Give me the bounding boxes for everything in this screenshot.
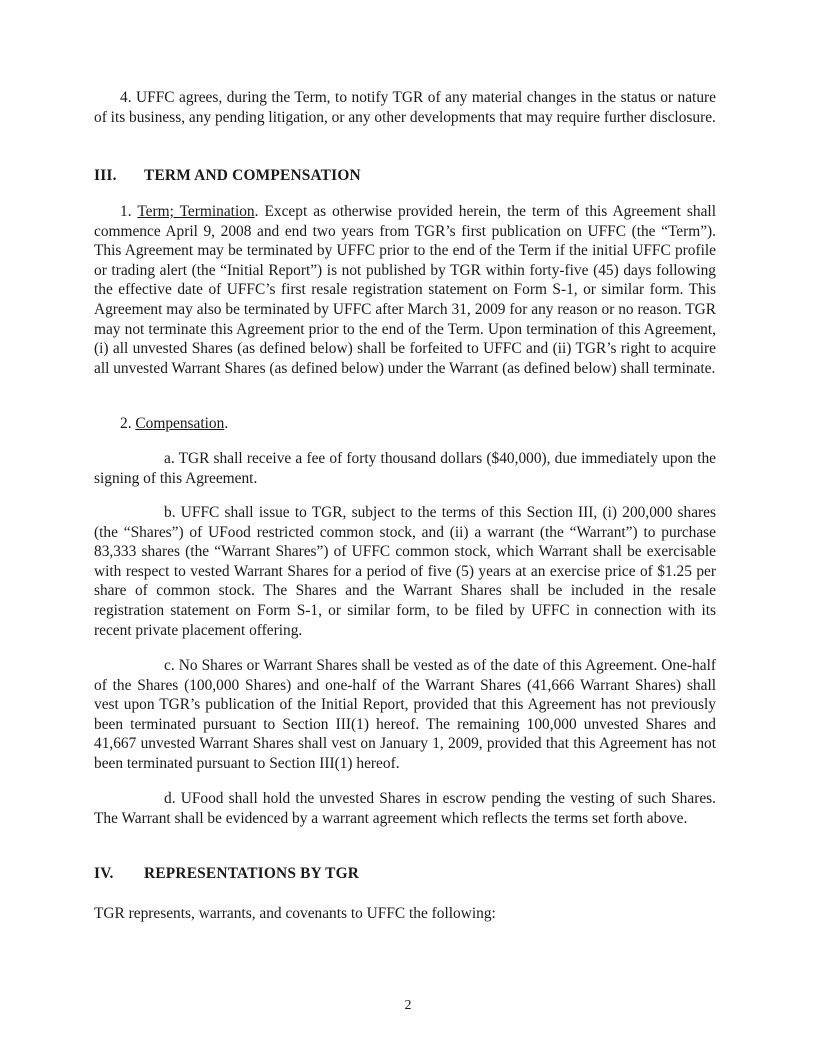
paragraph-iii-2a: a. TGR shall receive a fee of forty thousand dollars ($40,000), due immediately upon the signing of this Agreement.	[94, 450, 716, 487]
paragraph-iii-2c: c. No Shares or Warrant Shares shall be vested as of the date of this Agreement. One-half of the Shares (100,000 Shares) and one-half of the Warrant Shares (41,666 Warrant Shares) shall vest upon TGR’s publication of the Initial Report, provided that this Agreement has not previously been terminated pursuant to Section III(1) hereof. The remaining 100,000 unvested Shares and 41,667 unvested Warrant Shares shall vest on January 1, 2009, provided that this Agreement has not been terminated pursuant to Section III(1) hereof.	[94, 657, 716, 772]
paragraph-ii-4: 4. UFFC agrees, during the Term, to notify TGR of any material changes in the status or nature of its business, any pending litigation, or any other developments that may require further disclosure.	[94, 89, 716, 126]
paragraph-iii-2	[94, 414, 716, 434]
term-termination-heading: Term; Termination	[137, 203, 255, 220]
section-iii-heading	[94, 166, 361, 186]
section-iii-number: III.	[94, 167, 117, 184]
page-number: 2	[404, 998, 412, 1013]
section-iv-intro: TGR represents, warrants, and covenants to UFFC the following:	[94, 905, 496, 922]
paragraph-iii-2-number: 2.	[120, 415, 132, 432]
compensation-heading-period: .	[224, 415, 229, 432]
section-iv-title: REPRESENTATIONS BY TGR	[144, 865, 360, 882]
compensation-heading: Compensation	[135, 415, 225, 432]
paragraph-iii-2b: b. UFFC shall issue to TGR, subject to the terms of this Section III, (i) 200,000 shares (the “Shares”) of UFood restricted common stock, and (ii) a warrant (the “Warrant”) to purchase 83,333 shares (the “Warrant Shares”) of UFFC common stock, which Warrant shall be exercisable with respect to vested Warrant Shares for a period of five (5) years at an exercise price of $1.25 per share of common stock. The Shares and the Warrant Shares shall be included in the resale registration statement on Form S-1, or similar form, to be filed by UFFC in connection with its recent private placement offering.	[94, 504, 716, 639]
paragraph-iii-1	[94, 202, 716, 378]
paragraph-iii-1-number: 1.	[120, 203, 132, 220]
section-iv-number: IV.	[94, 865, 114, 882]
paragraph-iii-2d: d. UFood shall hold the unvested Shares in escrow pending the vesting of such Shares. The Warrant shall be evidenced by a warrant agreement which reflects the terms set forth above.	[94, 790, 716, 827]
section-iii-title: TERM AND COMPENSATION	[144, 167, 361, 184]
section-iv-heading	[94, 864, 359, 884]
paragraph-iii-1-text: . Except as otherwise provided herein, the term of this Agreement shall commence April 9, 2008 and end two years from TGR’s first publication on UFFC (the “Term”). This Agreement may be terminated by UFFC prior to the end of the Term if the initial UFFC profile or trading alert (the “Initial Report”) is not published by TGR within forty-five (45) days following the effective date of UFFC’s first resale registration statement on Form S-1, or similar form. This Agreement may also be terminated by UFFC after March 31, 2009 for any reason or no reason. TGR may not terminate this Agreement prior to the end of the Term. Upon termination of this Agreement, (i) all unvested Shares (as defined below) shall be forfeited to UFFC and (ii) TGR’s right to acquire all unvested Warrant Shares (as defined below) under the Warrant (as defined below) shall terminate.	[94, 203, 716, 377]
